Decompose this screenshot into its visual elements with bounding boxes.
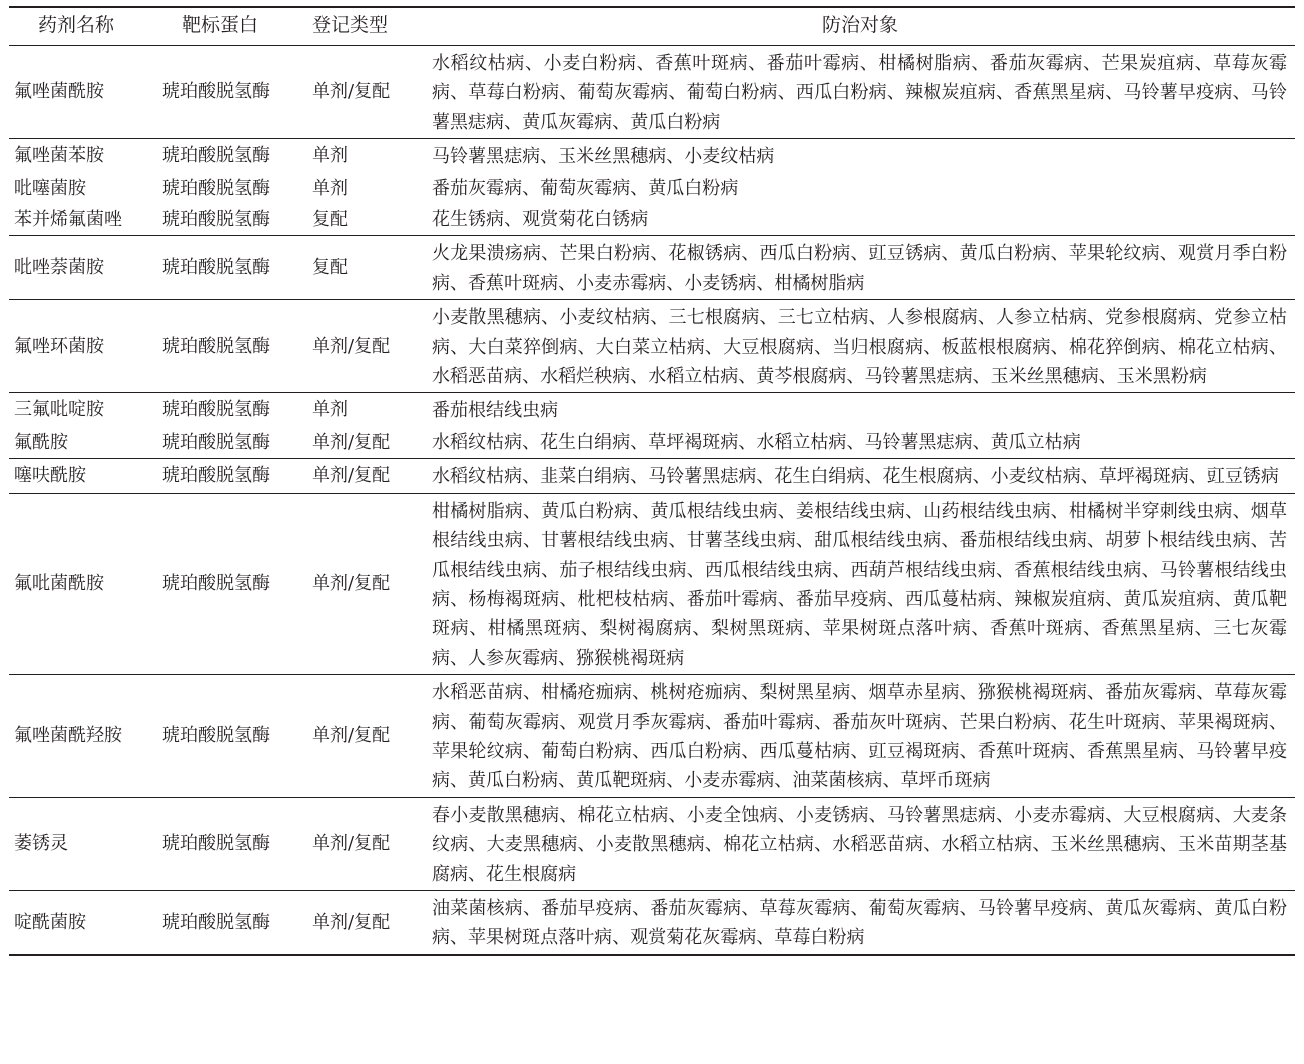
target-protein-cell: 琥珀酸脱氢酶 xyxy=(157,204,312,236)
table-row xyxy=(9,173,1295,204)
header-drug-name: 药剂名称 xyxy=(9,7,157,46)
registration-type-cell: 单剂/复配 xyxy=(312,675,425,798)
drug-name-cell: 三氟吡啶胺 xyxy=(14,399,104,421)
control-targets-cell: 油菜菌核病、番茄早疫病、番茄灰霉病、草莓灰霉病、葡萄灰霉病、马铃薯早疫病、黄瓜灰霉病、黄瓜白粉病、苹果树斑点落叶病、观赏菊花灰霉病、草莓白粉病 xyxy=(425,890,1295,954)
target-protein-cell: 琥珀酸脱氢酶 xyxy=(157,427,312,459)
table-row xyxy=(9,427,1295,459)
control-targets-cell: 花生锈病、观赏菊花白锈病 xyxy=(425,204,1295,236)
table-row xyxy=(9,493,1295,674)
drug-name-cell: 噻呋酰胺 xyxy=(9,459,157,493)
drug-name-cell: 氟唑菌酰羟胺 xyxy=(9,675,157,798)
table-row xyxy=(9,204,1295,236)
table-body xyxy=(9,46,1295,955)
drug-name-cell: 苯并烯氟菌唑 xyxy=(9,204,157,236)
target-protein-cell: 琥珀酸脱氢酶 xyxy=(157,46,312,139)
registration-type-cell: 单剂 xyxy=(312,145,348,167)
table-row xyxy=(9,46,1295,139)
header-row xyxy=(9,7,1295,46)
control-targets-cell: 火龙果溃疡病、芒果白粉病、花椒锈病、西瓜白粉病、豇豆锈病、黄瓜白粉病、苹果轮纹病、观赏月季白粉病、香蕉叶斑病、小麦赤霉病、小麦锈病、柑橘树脂病 xyxy=(425,236,1295,300)
table-row xyxy=(9,300,1295,393)
drug-name-cell: 氟吡菌酰胺 xyxy=(9,493,157,674)
header-registration-type: 登记类型 xyxy=(312,7,425,46)
header-target-protein: 靶标蛋白 xyxy=(157,7,312,46)
table-row xyxy=(9,797,1295,890)
registration-type-cell: 单剂 xyxy=(312,399,348,421)
registration-type-cell: 单剂 xyxy=(312,177,348,199)
control-targets-cell: 水稻纹枯病、小麦白粉病、香蕉叶斑病、番茄叶霉病、柑橘树脂病、番茄灰霉病、芒果炭疽病、草莓灰霉病、草莓白粉病、葡萄灰霉病、葡萄白粉病、西瓜白粉病、辣椒炭疽病、香蕉黑星病、马铃薯早疫病、马铃薯黑痣病、黄瓜灰霉病、黄瓜白粉病 xyxy=(425,46,1295,139)
target-protein-cell: 琥珀酸脱氢酶 xyxy=(157,300,312,393)
target-protein-cell: 琥珀酸脱氢酶 xyxy=(162,399,270,421)
target-protein-cell: 琥珀酸脱氢酶 xyxy=(157,797,312,890)
drug-name-cell: 氟唑菌酰胺 xyxy=(9,46,157,139)
target-protein-cell: 琥珀酸脱氢酶 xyxy=(157,493,312,674)
target-protein-cell: 琥珀酸脱氢酶 xyxy=(157,675,312,798)
table-row xyxy=(9,459,1295,493)
target-protein-cell: 琥珀酸脱氢酶 xyxy=(157,236,312,300)
registration-type-cell: 复配 xyxy=(312,236,425,300)
control-targets-cell: 春小麦散黑穗病、棉花立枯病、小麦全蚀病、小麦锈病、马铃薯黑痣病、小麦赤霉病、大豆根腐病、大麦条纹病、大麦黑穗病、小麦散黑穗病、棉花立枯病、水稻恶苗病、水稻立枯病、玉米丝黑穗病、玉米苗期茎基腐病、花生根腐病 xyxy=(425,797,1295,890)
control-targets-cell: 柑橘树脂病、黄瓜白粉病、黄瓜根结线虫病、姜根结线虫病、山药根结线虫病、柑橘树半穿刺线虫病、烟草根结线虫病、甘薯根结线虫病、甘薯茎线虫病、甜瓜根结线虫病、番茄根结线虫病、胡萝卜根结线虫病、苦瓜根结线虫病、茄子根结线虫病、西瓜根结线虫病、西葫芦根结线虫病、香蕉根结线虫病、马铃薯根结线虫病、杨梅褐斑病、枇杷枝枯病、番茄叶霉病、番茄早疫病、西瓜蔓枯病、辣椒炭疽病、黄瓜炭疽病、黄瓜靶斑病、柑橘黑斑病、梨树褐腐病、梨树黑斑病、苹果树斑点落叶病、香蕉叶斑病、香蕉黑星病、三七灰霉病、人参灰霉病、猕猴桃褐斑病 xyxy=(425,493,1295,674)
registration-type-cell: 单剂/复配 xyxy=(312,797,425,890)
table-header xyxy=(9,7,1295,46)
registration-type-cell: 单剂/复配 xyxy=(312,46,425,139)
control-targets-cell: 番茄灰霉病、葡萄灰霉病、黄瓜白粉病 xyxy=(432,177,739,199)
drug-name-cell: 啶酰菌胺 xyxy=(9,890,157,954)
registration-type-cell: 复配 xyxy=(312,204,425,236)
control-targets-cell: 水稻恶苗病、柑橘疮痂病、桃树疮痂病、梨树黑星病、烟草赤星病、猕猴桃褐斑病、番茄灰霉病、草莓灰霉病、葡萄灰霉病、观赏月季灰霉病、番茄叶霉病、番茄灰叶斑病、芒果白粉病、花生叶斑病、苹果褐斑病、苹果轮纹病、葡萄白粉病、西瓜白粉病、西瓜蔓枯病、豇豆褐斑病、香蕉叶斑病、香蕉黑星病、马铃薯早疫病、黄瓜白粉病、黄瓜靶斑病、小麦赤霉病、油菜菌核病、草坪币斑病 xyxy=(425,675,1295,798)
drug-name-cell: 氟唑菌苯胺 xyxy=(14,145,104,167)
registration-type-cell: 单剂/复配 xyxy=(312,890,425,954)
drug-name-cell: 氟唑环菌胺 xyxy=(9,300,157,393)
table-row xyxy=(9,236,1295,300)
registration-type-cell: 单剂/复配 xyxy=(312,459,425,493)
target-protein-cell: 琥珀酸脱氢酶 xyxy=(162,177,270,199)
drug-name-cell: 氟酰胺 xyxy=(9,427,157,459)
header-control-targets: 防治对象 xyxy=(425,7,1295,46)
table-row xyxy=(9,890,1295,954)
drug-name-cell: 萎锈灵 xyxy=(9,797,157,890)
target-protein-cell: 琥珀酸脱氢酶 xyxy=(162,145,270,167)
registration-type-cell: 单剂/复配 xyxy=(312,427,425,459)
registration-type-cell: 单剂/复配 xyxy=(312,300,425,393)
control-targets-cell: 水稻纹枯病、韭菜白绢病、马铃薯黑痣病、花生白绢病、花生根腐病、小麦纹枯病、草坪褐斑病、豇豆锈病 xyxy=(425,459,1295,493)
control-targets-cell: 马铃薯黑痣病、玉米丝黑穗病、小麦纹枯病 xyxy=(432,146,775,168)
control-targets-cell: 水稻纹枯病、花生白绢病、草坪褐斑病、水稻立枯病、马铃薯黑痣病、黄瓜立枯病 xyxy=(425,427,1295,459)
drug-name-cell: 吡噻菌胺 xyxy=(14,177,86,199)
control-targets-cell: 小麦散黑穗病、小麦纹枯病、三七根腐病、三七立枯病、人参根腐病、人参立枯病、党参根腐病、党参立枯病、大白菜猝倒病、大白菜立枯病、大豆根腐病、当归根腐病、板蓝根根腐病、棉花猝倒病、棉花立枯病、水稻恶苗病、水稻烂秧病、水稻立枯病、黄芩根腐病、马铃薯黑痣病、玉米丝黑穗病、玉米黑粉病 xyxy=(425,300,1295,393)
fungicide-table xyxy=(9,6,1295,956)
target-protein-cell: 琥珀酸脱氢酶 xyxy=(157,890,312,954)
table-row xyxy=(9,393,1295,427)
registration-type-cell: 单剂/复配 xyxy=(312,493,425,674)
table-row xyxy=(9,675,1295,798)
target-protein-cell: 琥珀酸脱氢酶 xyxy=(157,459,312,493)
drug-name-cell: 吡唑萘菌胺 xyxy=(9,236,157,300)
table-row xyxy=(9,139,1295,173)
control-targets-cell: 番茄根结线虫病 xyxy=(432,400,559,422)
